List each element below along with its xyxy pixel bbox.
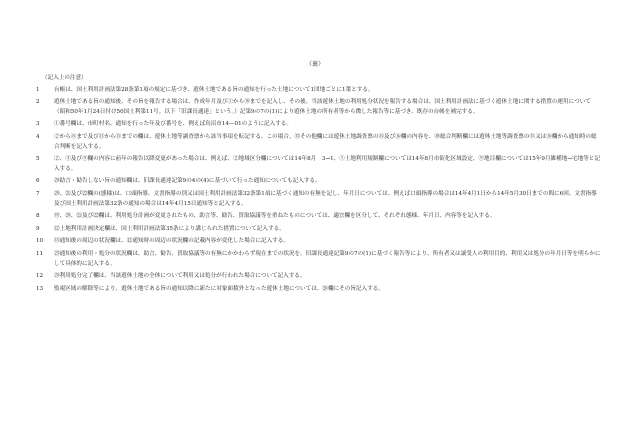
list-item <box>34 225 602 235</box>
item-number: 10 <box>36 238 44 245</box>
list-item <box>34 86 602 96</box>
item-number: 7 <box>36 190 40 197</box>
item-text: ⑳、㉑及び㉒欄の(態様)は、口頭指導、文書指導の別又は国土利用計画法第32条第1項に基づく通知の有無を記し、年月日については、例えば口頭指導の場合は14年4月1日から14年5月30日までの間に6回、文書指導及び国土利用計画法第32条の通知の場合は14年4月15日通知等と記入する。 <box>54 190 597 207</box>
list-item <box>34 120 602 130</box>
item-text: ⑳助言・勧告しない旨の通知欄は、旧課長通達記第9の4の(4)に基づいて行った通知についても記入する。 <box>54 178 321 185</box>
item-number: 4 <box>36 133 40 140</box>
item-text: ⑲、⑳、㉑及び㉒欄は、利用処分計画が変更されたもの、助言等、勧告、買取協議等を重ねたものについては、適宜欄を区分して、それぞれ態様、年月日、内容等を記入する。 <box>54 213 496 220</box>
list-item <box>34 155 602 174</box>
notes-list <box>34 86 602 295</box>
list-item <box>34 285 602 295</box>
item-number: 3 <box>36 121 40 128</box>
item-number: 9 <box>36 225 40 232</box>
list-item <box>34 98 602 117</box>
item-text: 監視区域の解除等により、遊休土地である旨の通知以降に新たに対象面積外となった遊休土地については、㉖欄にその旨記入する。 <box>54 285 384 292</box>
item-text: ①番号欄は、市町村名、通知を行った年及び番号を、例えば鳥沼市14—01のように記入する。 <box>54 121 292 128</box>
page-side-label: （裏） <box>305 61 325 68</box>
list-item <box>34 272 602 282</box>
item-number: 11 <box>36 250 44 257</box>
item-number: 8 <box>36 213 40 220</box>
item-text: ⑬通知後の周辺の状況欄は、⑫通知時の周辺の状況欄の記載内容が変化した場合に記入する。 <box>54 238 289 245</box>
list-item <box>34 250 602 269</box>
item-text: ②、③及び⑨欄の内容に前年の報告以降変更があった場合は、例えば、②地域区分欄については14年8月 3→1、⑤土地利用規制欄については14年8月市街化区域設定、⑨地目欄については15年9月雑種地→宅地等と記入する。 <box>54 156 600 172</box>
list-item <box>34 212 602 222</box>
item-number: 12 <box>36 273 44 280</box>
list-item <box>34 237 602 247</box>
item-text: ㉔利用処分完了欄は、当該遊休土地の全体について利用又は処分が行われた場合について記入する。 <box>54 273 306 280</box>
item-number: 13 <box>36 285 44 292</box>
list-item <box>34 177 602 187</box>
list-item <box>34 190 602 209</box>
item-text: ㉓通知後の利用・処分の状況欄は、助言、勧告、買取協議等の有無にかかわらず現在までの状況を、旧課長通達記第9の7の(1)に基づく報告等により、所有者又は譲受人の利用目的、利用又は処分の年月日等を明らかにして具体的に記入する。 <box>54 250 601 267</box>
item-text: 台帳は、国土利用計画法第28条第1項の規定に基づき、遊休土地である旨の通知を行った土地について1団地ごとに1葉とする。 <box>54 86 374 93</box>
item-text: ⑫土地利用計画決定欄は、国土利用計画法第35条により講じられた措置について記入する。 <box>54 225 285 232</box>
item-text: 遊休土地である旨の通知後、その旨を報告する場合は、作成年月及び①から⑱までを記入し、その後、当該遊休土地の利用処分状況を報告する場合は、国土利用計画法に基づく遊休土地に関する措置の運用について（昭和50年1月24日付け50国土利第11号。以下「旧課長通達」という。）記第9の7の(1)により遊休土地の所有者等から徴した報告等に基づき、既存の台帳を補完する。 <box>54 99 591 115</box>
item-number: 1 <box>36 86 40 93</box>
item-number: 6 <box>36 178 40 185</box>
item-number: 5 <box>36 156 40 163</box>
item-number: 2 <box>36 99 40 106</box>
notes-heading: （記入上の注意） <box>42 75 87 81</box>
list-item <box>34 133 602 152</box>
item-text: ②から⑧まで及び⑪から⑮までの欄は、遊休土地等調査票から該当事項を転記する。この場合、⑬その他欄には遊休土地調査票の⑮及び⑯欄の内容を、⑩総合判断欄には遊休土地等調査票の⑮又は⑯欄から通知時の総合判断を記入する。 <box>54 133 597 150</box>
